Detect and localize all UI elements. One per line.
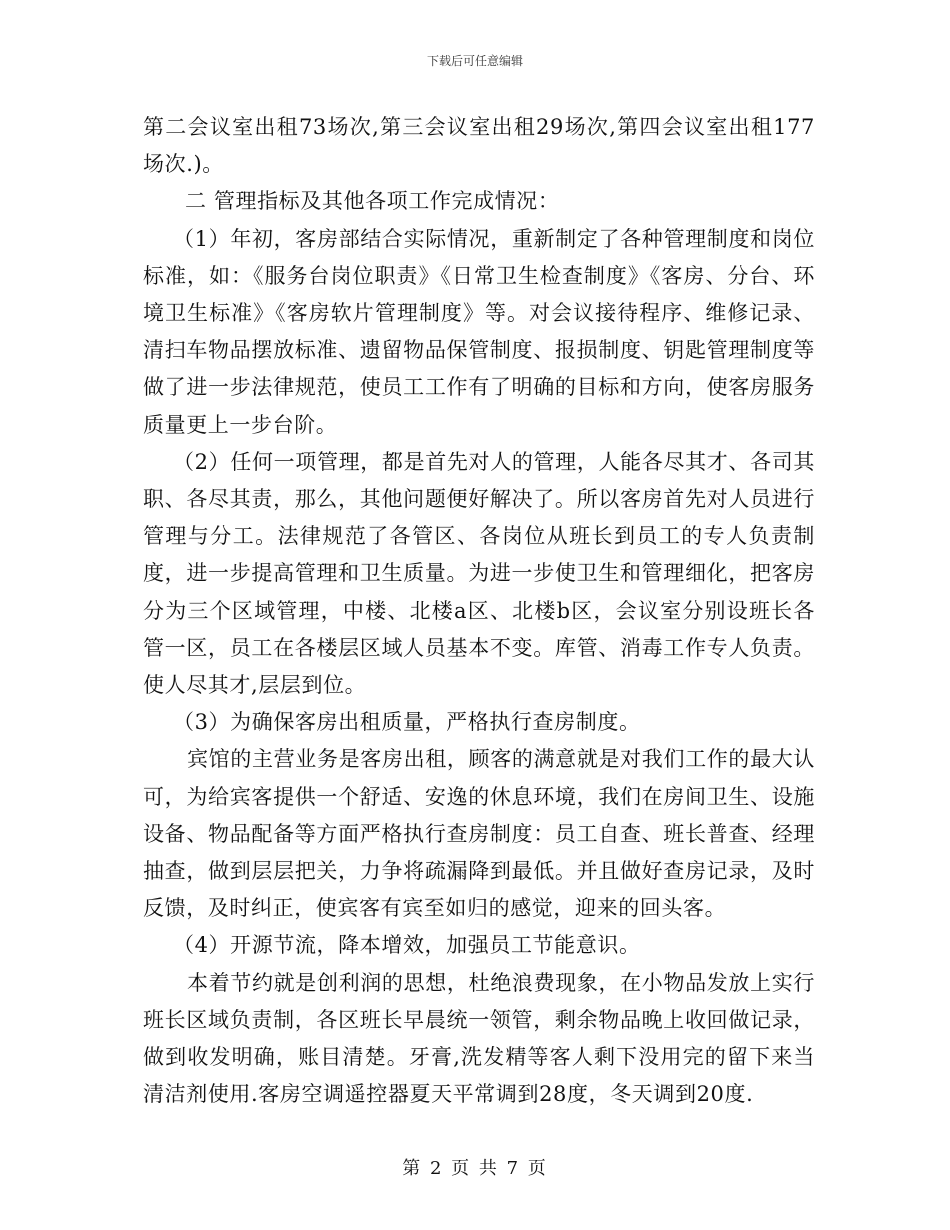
paragraph-item-1: （1）年初，客房部结合实际情况，重新制定了各种管理制度和岗位标准，如：《服务台岗位职责》《日常卫生检查制度》《客房、分台、环境卫生标准》《客房软片管理制度》等。对会议接待程序、维修记录、清扫车物品摆放标准、遗留物品保管制度、报损制度、钥匙管理制度等做了进一步法律规范，使员工工作有了明确的目标和方向，使客房服务质量更上一步台阶。 — [143, 226, 815, 437]
paragraph-item-4-body: 本着节约就是创利润的思想，杜绝浪费现象，在小物品发放上实行班长区域负责制，各区班长早晨统一领管，剩余物品晚上收回做记录，做到收发明确，账目清楚。牙膏,洗发精等客人剩下没用完的留下来当清洁剂使用.客房空调遥控器夏天平常调到28度，冬天调到20度. — [143, 970, 815, 1107]
paragraph-item-2: （2）任何一项管理，都是首先对人的管理，人能各尽其才、各司其职、各尽其责，那么，其他问题便好解决了。所以客房首先对人员进行管理与分工。法律规范了各管区、各岗位从班长到员工的专人负责制度，进一步提高管理和卫生质量。为进一步使卫生和管理细化，把客房分为三个区域管理，中楼、北楼a区、北楼b区，会议室分别设班长各管一区，员工在各楼层区域人员基本不变。库管、消毒工作专人负责。使人尽其才,层层到位。 — [143, 449, 815, 698]
document-body — [143, 109, 815, 1113]
paragraph-item-4-heading: （4）开源节流，降本增效，加强员工节能意识。 — [173, 933, 641, 958]
paragraph-item-3-heading: （3）为确保客房出租质量，严格执行查房制度。 — [173, 710, 641, 735]
page-header-note: 下载后可任意编辑 — [426, 54, 523, 68]
paragraph-continuation: 第二会议室出租73场次,第三会议室出租29场次,第四会议室出租177场次.)。 — [143, 115, 815, 177]
page-number-footer: 第 2 页 共 7 页 — [402, 1158, 548, 1179]
paragraph-item-3-body: 宾馆的主营业务是客房出租，顾客的满意就是对我们工作的最大认可，为给宾客提供一个舒适、安逸的休息环境，我们在房间卫生、设施设备、物品配备等方面严格执行查房制度：员工自查、班长普查、经理抽查，做到层层把关，力争将疏漏降到最低。并且做好查房记录，及时反馈，及时纠正，使宾客有宾至如归的感觉，迎来的回头客。 — [143, 747, 815, 921]
section-heading: 二 管理指标及其他各项工作完成情况： — [185, 189, 560, 214]
